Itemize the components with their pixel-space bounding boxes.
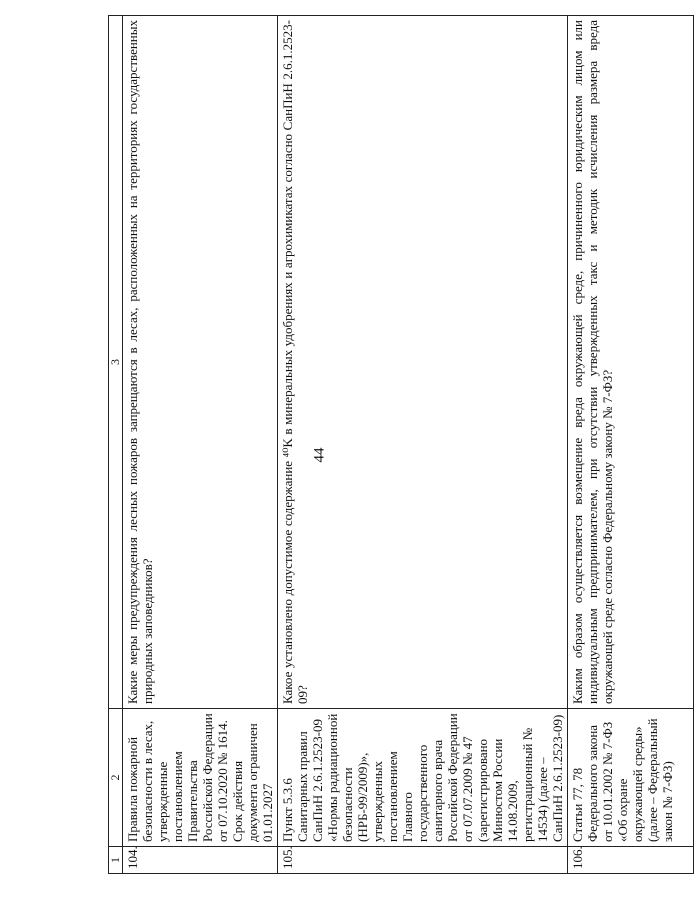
- table-header-row: [109, 16, 123, 874]
- table-row: [278, 16, 568, 874]
- row-question: Какие меры предупреждения лесных пожаров запрещаются в лесах, расположенных на территориях государственных природных заповедников?: [123, 16, 278, 709]
- page-number: 44: [311, 447, 328, 463]
- row-source: Статьи 77, 78 Федерального закона от 10.01.2002 № 7-ФЗ «Об охране окружающей среды» (далее – Федеральный закон № 7-ФЗ): [568, 709, 694, 847]
- questions-table: [108, 15, 694, 874]
- row-number: 105.: [278, 847, 568, 874]
- row-source: Правила пожарной безопасности в лесах, утвержденные постановлением Правительства Российской Федерации от 07.10.2020 № 1614. Срок действия документа ограничен 01.01.2027: [123, 709, 278, 847]
- row-number: 104.: [123, 847, 278, 874]
- column-header: 2: [109, 709, 123, 847]
- column-header: 1: [109, 847, 123, 874]
- rotated-table-sheet: [108, 16, 675, 874]
- column-header: 3: [109, 16, 123, 709]
- table-row: [123, 16, 278, 874]
- row-source: Пункт 5.3.6 Санитарных правил СанПиН 2.6.1.2523-09 «Нормы радиационной безопасности (НРБ-99/2009)», утвержденных постановлением Главного государственного санитарного врача Российской Федерации от 07.07.2009 № 47 (зарегистрировано Минюстом России 14.08.2009, регистрационный № 14534) (далее – СанПиН 2.6.1.2523-09): [278, 709, 568, 847]
- row-question: Какое установлено допустимое содержание ⁴⁰K в минеральных удобрениях и агрохимикатах согласно СанПиН 2.6.1.2523-09?: [278, 16, 568, 709]
- row-number: 106.: [568, 847, 694, 874]
- row-question: Каким образом осуществляется возмещение вреда окружающей среде, причиненного юридическим лицом или индивидуальным предпринимателем, при отсутствии утвержденных такс и методик исчисления размера вреда окружающей среде согласно Федеральному закону № 7-ФЗ?: [568, 16, 694, 709]
- table-row: [568, 16, 694, 874]
